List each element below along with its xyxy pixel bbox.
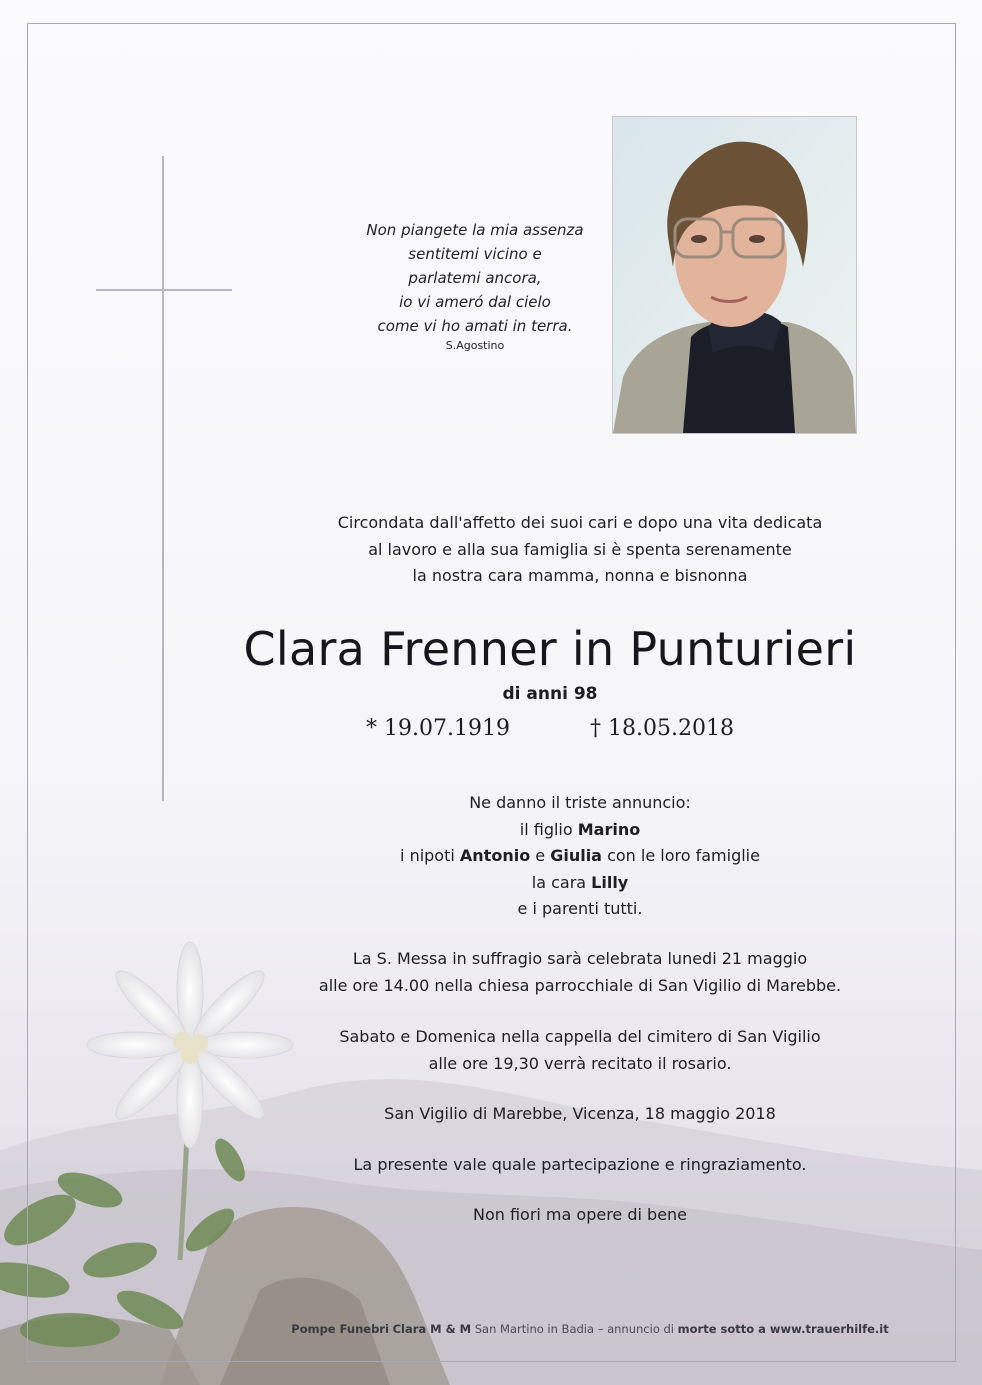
rosary-info [180, 1024, 980, 1077]
flowers-notice: Non fiori ma opere di bene [472, 1205, 688, 1224]
intro-text [180, 510, 980, 590]
family-name-marino: Marino [577, 819, 641, 839]
footer-company-name: Clara M & M [392, 1322, 472, 1336]
deceased-age: di anni 98 [502, 684, 598, 704]
footer-text: San Martino in Badia – annuncio di [471, 1322, 678, 1336]
quote-line: come vi ho amati in terra. [377, 317, 573, 335]
quote-block [300, 218, 650, 354]
mass-line: alle ore 14.00 nella chiesa parrocchiale di San Vigilio di Marebbe. [318, 975, 842, 995]
quote-line: io vi ameró dal cielo [399, 293, 551, 311]
announcement-block [180, 790, 980, 923]
portrait-photo [612, 116, 857, 434]
announcement-text: la cara [531, 872, 592, 892]
intro-line: Circondata dall'affetto dei suoi cari e dopo una vita dedicata [337, 513, 823, 532]
announcement-line: Ne danno il triste annuncio: [469, 793, 691, 812]
deceased-name: Clara Frenner in Punturieri [243, 622, 857, 676]
announcement-text: il figlio [519, 819, 578, 839]
death-date: † 18.05.2018 [590, 716, 734, 741]
family-name-giulia: Giulia [550, 846, 602, 865]
intro-line: al lavoro e alla sua famiglia si è spenta serenamente [368, 539, 792, 559]
family-name-lilly: Lilly [591, 872, 629, 892]
place-date: San Vigilio di Marebbe, Vicenza, 18 maggio 2018 [384, 1104, 776, 1123]
announcement-text: i nipoti [400, 846, 460, 865]
footer-website: morte sotto a www.trauerhilfe.it [677, 1322, 889, 1336]
footer [180, 1322, 982, 1336]
announcement-line [180, 870, 980, 897]
mass-line: La S. Messa in suffragio sarà celebrata lunedi 21 maggio [352, 949, 808, 968]
announcement-line [180, 817, 980, 844]
family-name-antonio: Antonio [459, 846, 531, 865]
announcement-text: e [530, 846, 551, 865]
intro-line: la nostra cara mamma, nonna e bisnonna [412, 566, 748, 585]
announcement-text: con le loro famiglie [601, 846, 760, 865]
mass-info [180, 946, 980, 999]
quote-line: parlatemi ancora, [408, 269, 542, 287]
rosary-line: Sabato e Domenica nella cappella del cimitero di San Vigilio [339, 1027, 821, 1046]
rosary-line: alle ore 19,30 verrà recitato il rosario. [428, 1053, 732, 1073]
quote-line: sentitemi vicino e [408, 245, 542, 263]
birth-date: * 19.07.1919 [366, 716, 510, 741]
cross-icon-horizontal [96, 289, 232, 291]
announcement-line [180, 843, 980, 870]
announcement-line: e i parenti tutti. [517, 899, 643, 918]
footer-company: Pompe Funebri [291, 1322, 389, 1336]
quote-line: Non piangete la mia assenza [366, 221, 584, 239]
participation-notice: La presente vale quale partecipazione e ringraziamento. [353, 1155, 807, 1174]
quote-author: S.Agostino [445, 339, 505, 352]
cross-icon-vertical [162, 156, 164, 801]
